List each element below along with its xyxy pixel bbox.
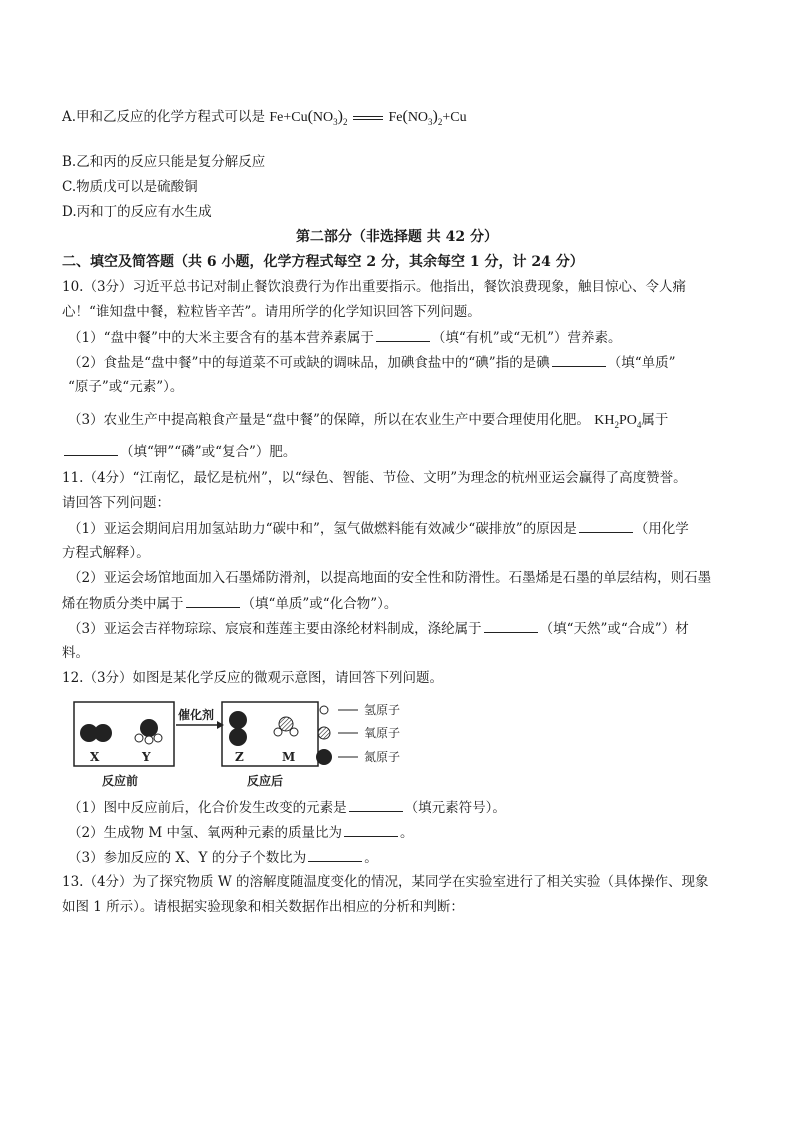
q13-line1: 13.（4分）为了探究物质 W 的溶解度随温度变化的情况，某同学在实验室进行了相关实验（具体操作、现象 xyxy=(62,874,709,890)
q10-part2-cont: “原子”或“元素”）。 xyxy=(68,379,184,395)
option-b: B.乙和丙的反应只能是复分解反应 xyxy=(62,154,266,170)
label-x: X xyxy=(90,750,100,764)
answer-blank[interactable] xyxy=(376,327,430,342)
label-m: M xyxy=(282,750,296,764)
answer-blank[interactable] xyxy=(552,352,606,367)
hydrogen-atom xyxy=(154,734,162,742)
label-after: 反应后 xyxy=(247,774,284,788)
answer-blank[interactable] xyxy=(579,518,633,533)
q12-part3: （3）参加反应的 X、Y 的分子个数比为 。 xyxy=(68,847,378,868)
q11-part1-cont: 方程式解释）。 xyxy=(62,545,150,561)
hydrogen-atom xyxy=(290,728,298,736)
nitrogen-legend-icon xyxy=(316,749,332,765)
option-a-text: A.甲和乙反应的化学方程式可以是 xyxy=(62,109,266,125)
legend-nitrogen: 氮原子 xyxy=(364,750,401,764)
answer-blank[interactable] xyxy=(484,618,538,633)
q12-part2: （2）生成物 M 中氢、氧两种元素的质量比为 。 xyxy=(68,822,414,843)
nitrogen-atom xyxy=(140,719,158,737)
option-a xyxy=(62,107,467,132)
q10-part3-cont: （填“钾”“磷”或“复合”）肥。 xyxy=(62,441,296,462)
q10-line2: 心！“谁知盘中餐，粒粒皆辛苦”。请用所学的化学知识回答下列问题。 xyxy=(62,304,481,320)
q10-part3: （3）农业生产中提高粮食产量是“盘中餐”的保障，所以在农业生产中要合理使用化肥。 $KH_2PO_4$属于 xyxy=(68,412,669,430)
q11-line1: 11.（4分）“江南忆，最忆是杭州”，以“绿色、智能、节俭、文明”为理念的杭州亚运会赢得了高度赞誉。 xyxy=(62,470,687,486)
q11-line2: 请回答下列问题： xyxy=(62,495,170,511)
hydrogen-atom xyxy=(145,736,153,744)
legend-oxygen: 氧原子 xyxy=(364,726,401,740)
label-z: Z xyxy=(235,750,244,764)
oxygen-legend-icon xyxy=(318,727,330,739)
answer-blank[interactable] xyxy=(64,441,118,456)
part2-title: 第二部分（非选择题 共 42 分） xyxy=(295,229,499,245)
legend-hydrogen: 氢原子 xyxy=(364,703,401,717)
label-y: Y xyxy=(142,750,151,764)
nitrogen-atom xyxy=(94,724,112,742)
catalyst-label: 催化剂 xyxy=(178,708,215,722)
q11-part1: （1）亚运会期间启用加氢站助力“碳中和”，氢气做燃料能有效减少“碳排放”的原因是 （用化学 xyxy=(68,518,689,539)
hydrogen-legend-icon xyxy=(320,706,328,714)
q11-part3-cont: 料。 xyxy=(62,645,89,661)
q10-part1: （1）“盘中餐”中的大米主要含有的基本营养素属于 （填“有机”或“无机”）营养素。 xyxy=(68,327,622,348)
nitrogen-atom xyxy=(229,711,247,729)
arrow-head-icon xyxy=(217,721,224,729)
answer-blank[interactable] xyxy=(186,593,240,608)
q12-line1: 12.（3分）如图是某化学反应的微观示意图，请回答下列问题。 xyxy=(62,670,444,686)
reaction-diagram xyxy=(72,697,432,792)
q13-line2: 如图 1 所示）。请根据实验现象和相关数据作出相应的分析和判断： xyxy=(62,899,464,915)
q11-part2-cont: 烯在物质分类中属于 （填“单质”或“化合物”）。 xyxy=(62,593,397,614)
hydrogen-atom xyxy=(135,734,143,742)
answer-blank[interactable] xyxy=(308,847,362,862)
option-a-equation: $Fe+Cu(NO_3)_2$ $Fe(NO_3)_2+Cu$ xyxy=(269,108,467,127)
q10-line1: 10.（3分）习近平总书记对制止餐饮浪费行为作出重要指示。他指出，餐饮浪费现象，触目惊心、令人痛 xyxy=(62,279,687,295)
equals-sign xyxy=(353,116,383,120)
option-c: C.物质戊可以是硫酸铜 xyxy=(62,179,198,195)
label-before: 反应前 xyxy=(102,774,139,788)
nitrogen-atom xyxy=(229,728,247,746)
hydrogen-atom xyxy=(274,728,282,736)
q12-part1: （1）图中反应前后，化合价发生改变的元素是 （填元素符号）。 xyxy=(68,797,506,818)
section2-title: 二、填空及简答题（共 6 小题，化学方程式每空 2 分，其余每空 1 分，计 24 分） xyxy=(62,254,584,270)
q11-part3: （3）亚运会吉祥物琮琮、宸宸和莲莲主要由涤纶材料制成，涤纶属于 （填“天然”或“合成”）材 xyxy=(68,618,689,639)
kh2po4-formula: $KH_2PO_4$ xyxy=(594,413,642,430)
q11-part2: （2）亚运会场馆地面加入石墨烯防滑剂，以提高地面的安全性和防滑性。石墨烯是石墨的单层结构，则石墨 xyxy=(68,570,712,586)
option-d: D.丙和丁的反应有水生成 xyxy=(62,204,212,220)
q10-part2: （2）食盐是“盘中餐”中的每道菜不可或缺的调味品，加碘食盐中的“碘”指的是碘 （填“单质” xyxy=(68,352,676,373)
answer-blank[interactable] xyxy=(344,822,398,837)
answer-blank[interactable] xyxy=(349,797,403,812)
